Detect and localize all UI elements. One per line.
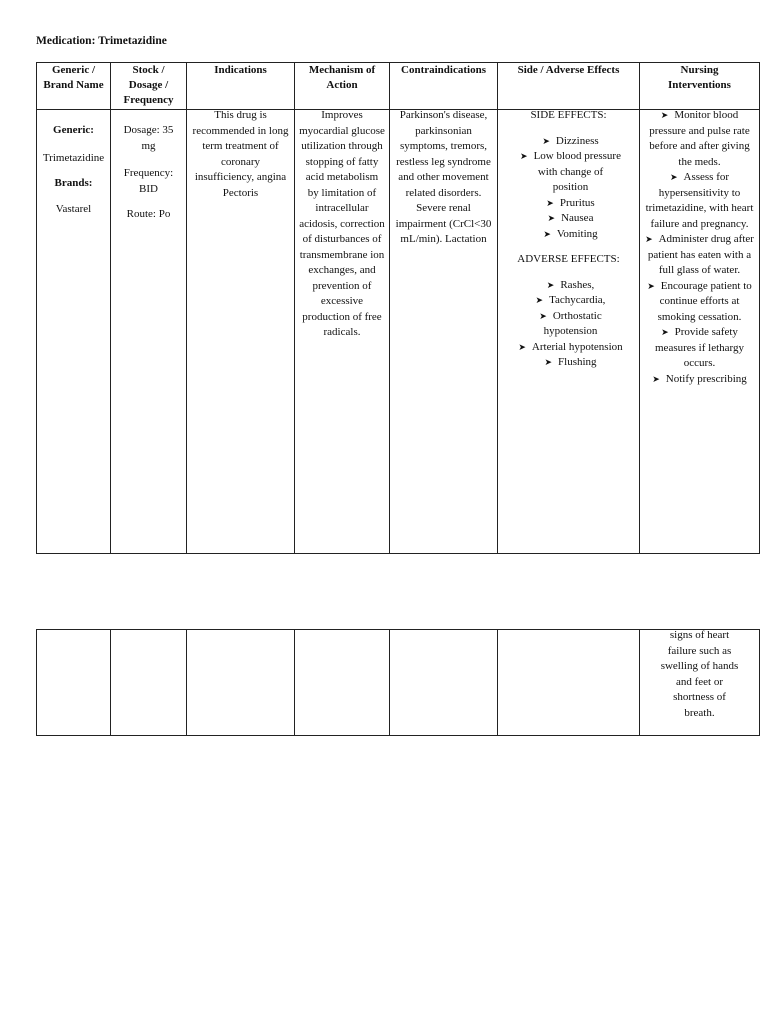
nursing-list [644, 108, 755, 387]
dosage-text: Dosage: 35 mg [123, 124, 174, 152]
nursing-cell [640, 108, 759, 553]
mechanism-text: Improves myocardial glucose utilization through stopping of fatty acid metabolism by limitation of intracellular acidosis, correction of disturbances of transmembrane ion exchanges, and prevention of excessive production of free radicals. [299, 109, 385, 338]
header-generic-brand: Generic / Brand Name [43, 64, 104, 91]
column-divider [389, 629, 390, 736]
column-divider [497, 629, 498, 736]
header-mechanism: Mechanism of Action [308, 64, 376, 91]
route-text: Route: Po [126, 208, 171, 220]
contraindications-text: Parkinson's disease, parkinsonian symptoms, tremors, restless leg syndrome and other movement related disorders. Severe renal impairment (CrCl<30 mL/min). Lactation [395, 109, 492, 245]
list-item: ➤ Encourage patient to continue efforts at smoking cessation. [647, 279, 752, 323]
page-title: Medication: Trimetazidine [36, 35, 167, 47]
column-divider [110, 629, 111, 736]
column-divider [294, 629, 295, 736]
arrowhead-bullet-icon: ➤ [645, 234, 653, 244]
arrowhead-bullet-icon: ➤ [546, 197, 554, 208]
arrowhead-bullet-icon: ➤ [542, 135, 550, 146]
header-side-adverse: Side / Adverse Effects [517, 64, 620, 76]
list-item: ➤ Tachycardia, [535, 294, 606, 306]
brand-name: Vastarel [55, 202, 92, 215]
header-contraindications: Contraindications [401, 64, 486, 76]
list-item: ➤ Orthostatic hypotension [539, 309, 602, 337]
arrowhead-bullet-icon: ➤ [652, 373, 660, 384]
generic-name: Trimetazidine [42, 151, 105, 164]
stock-dosage-cell [111, 123, 186, 223]
arrowhead-bullet-icon: ➤ [546, 279, 555, 290]
column-divider [186, 629, 187, 736]
indications-text: This drug is recommended in long term treatment of coronary insufficiency, angina Pectoris [192, 109, 289, 199]
arrowhead-bullet-icon: ➤ [518, 341, 526, 352]
column-divider [759, 62, 760, 554]
list-item: ➤ Notify prescribing [652, 372, 747, 385]
arrowhead-bullet-icon: ➤ [647, 280, 655, 291]
brands-label: Brands: [54, 177, 93, 189]
arrowhead-bullet-icon: ➤ [660, 110, 669, 120]
list-item: ➤ Dizziness [542, 134, 599, 147]
column-divider [759, 629, 760, 736]
list-item: ➤ Provide safety measures if lethargy occurs. [655, 326, 744, 369]
table-border-bottom [36, 553, 760, 554]
list-item: ➤ Vomiting [543, 227, 598, 240]
arrowhead-bullet-icon: ➤ [535, 295, 544, 305]
list-item: ➤ Assess for hypersensitivity to trimetazidine, with heart failure and pregnancy. [645, 171, 754, 230]
list-item: ➤ Arterial hypotension [518, 340, 623, 353]
list-item: ➤ Rashes, [546, 278, 595, 291]
arrowhead-bullet-icon: ➤ [661, 327, 669, 337]
list-item: ➤ Administer drug after patient has eaten with a full glass of water. [645, 233, 754, 276]
header-indications: Indications [214, 64, 267, 76]
side-adverse-cell [498, 108, 639, 371]
header-stock-dosage: Stock / Dosage / Frequency [123, 64, 174, 106]
generic-brand-cell [37, 123, 110, 217]
side-effects-list [498, 134, 639, 243]
arrowhead-bullet-icon: ➤ [539, 310, 547, 321]
table-border-bottom [36, 735, 760, 736]
arrowhead-bullet-icon: ➤ [520, 151, 528, 161]
nursing-continuation-text: signs of heart failure such as swelling of hands and feet or shortness of breath. [660, 629, 739, 719]
column-divider [36, 629, 37, 736]
arrowhead-bullet-icon: ➤ [547, 213, 556, 223]
list-item: ➤ Monitor blood pressure and pulse rate before and after giving the meds. [649, 109, 750, 168]
frequency-text: Frequency: BID [123, 167, 174, 195]
generic-label: Generic: [53, 124, 94, 136]
adverse-effects-list [498, 278, 639, 371]
list-item: ➤ Flushing [544, 356, 597, 368]
arrowhead-bullet-icon: ➤ [669, 172, 678, 182]
header-nursing: Nursing Interventions [668, 64, 731, 91]
list-item: ➤ Pruritus [546, 196, 595, 209]
arrowhead-bullet-icon: ➤ [543, 228, 551, 239]
list-item: ➤ Nausea [547, 212, 594, 224]
arrowhead-bullet-icon: ➤ [544, 357, 553, 367]
side-effects-label: SIDE EFFECTS: [530, 109, 607, 121]
list-item: ➤ Low blood pressure with change of position [520, 150, 621, 193]
adverse-effects-label: ADVERSE EFFECTS: [517, 253, 620, 265]
